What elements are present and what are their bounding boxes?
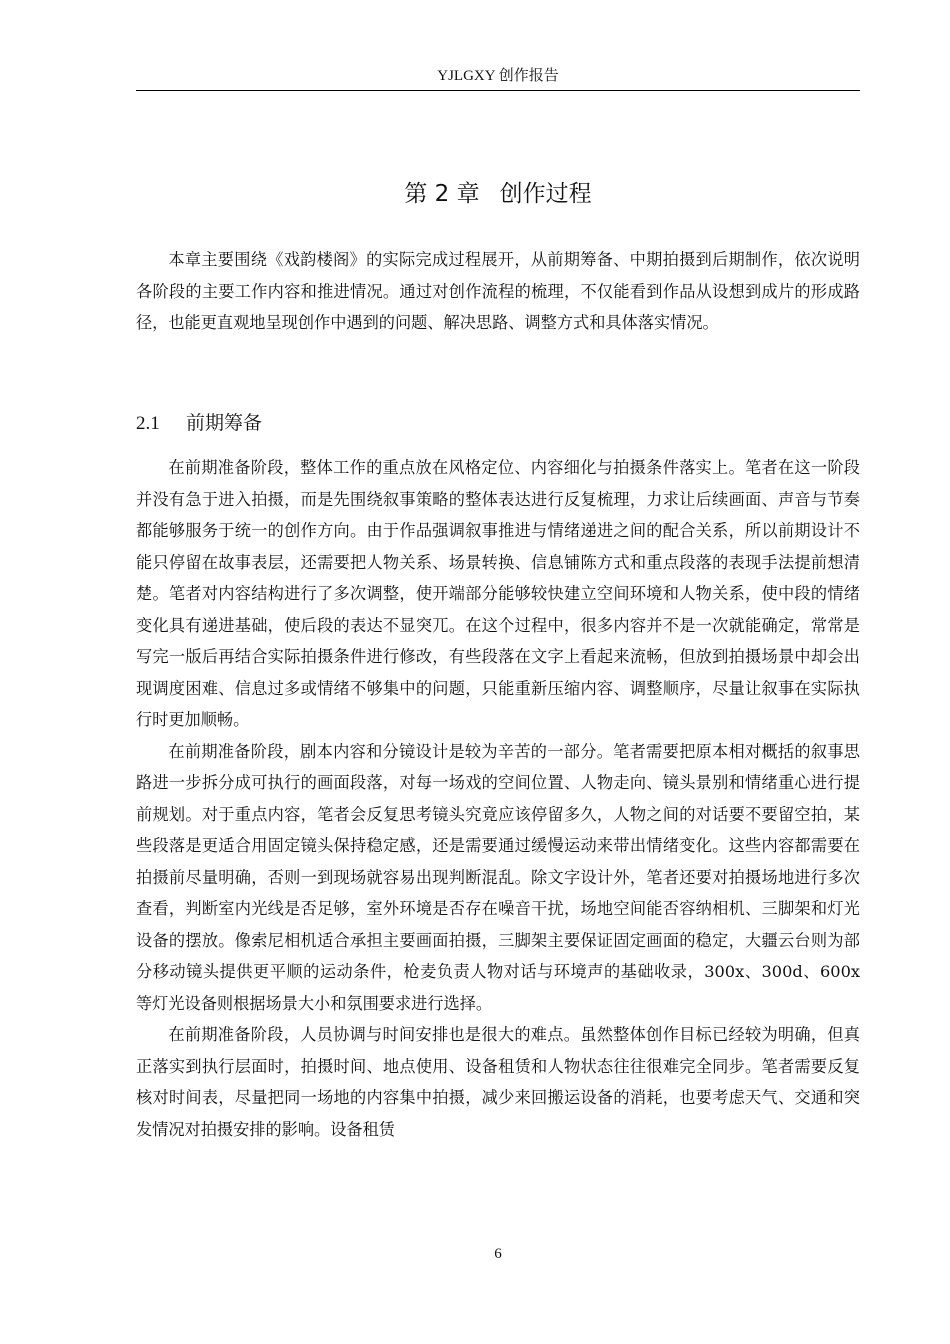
- page-number: 6: [494, 1246, 502, 1262]
- running-header: YJLGXY 创作报告: [437, 68, 559, 84]
- body-paragraph: 在前期准备阶段，剧本内容和分镜设计是较为辛苦的一部分。笔者需要把原本相对概括的叙事思路进一步拆分成可执行的画面段落，对每一场戏的空间位置、人物走向、镜头景别和情绪重心进行提前规划。对于重点内容，笔者会反复思考镜头究竟应该停留多久，人物之间的对话要不要留空拍，某些段落是更适合用固定镜头保持稳定感，还是需要通过缓慢运动来带出情绪变化。这些内容都需要在拍摄前尽量明确，否则一到现场就容易出现判断混乱。除文字设计外，笔者还要对拍摄场地进行多次查看，判断室内光线是否足够，室外环境是否存在噪音干扰，场地空间能否容纳相机、三脚架和灯光设备的摆放。像索尼相机适合承担主要画面拍摄，三脚架主要保证固定画面的稳定，大疆云台则为部分移动镜头提供更平顺的运动条件，枪麦负责人物对话与环境声的基础收录，300x、300d、600x 等灯光设备则根据场景大小和氛围要求进行选择。: [136, 741, 860, 1013]
- section-heading: [136, 408, 860, 439]
- chapter-title: [136, 178, 860, 210]
- chapter-label: 第 2 章: [404, 181, 480, 207]
- header-rule: [136, 90, 860, 91]
- section-body: [136, 452, 860, 1145]
- chapter-name: 创作过程: [499, 181, 592, 207]
- chapter-intro: [136, 244, 860, 339]
- section-title: 前期筹备: [186, 412, 263, 434]
- body-paragraph: 在前期准备阶段，人员协调与时间安排也是很大的难点。虽然整体创作目标已经较为明确，但真正落实到执行层面时，拍摄时间、地点使用、设备租赁和人物状态往往很难完全同步。笔者需要反复核对时间表，尽量把同一场地的内容集中拍摄，减少来回搬运设备的消耗，也要考虑天气、交通和突发情况对拍摄安排的影响。设备租赁: [136, 1025, 860, 1139]
- body-paragraph: 在前期准备阶段，整体工作的重点放在风格定位、内容细化与拍摄条件落实上。笔者在这一阶段并没有急于进入拍摄，而是先围绕叙事策略的整体表达进行反复梳理，力求让后续画面、声音与节奏都能够服务于统一的创作方向。由于作品强调叙事推进与情绪递进之间的配合关系，所以前期设计不能只停留在故事表层，还需要把人物关系、场景转换、信息铺陈方式和重点段落的表现手法提前想清楚。笔者对内容结构进行了多次调整，使开端部分能够较快建立空间环境和人物关系，使中段的情绪变化具有递进基础，使后段的表达不显突兀。在这个过程中，很多内容并不是一次就能确定，常常是写完一版后再结合实际拍摄条件进行修改，有些段落在文字上看起来流畅，但放到拍摄场景中却会出现调度困难、信息过多或情绪不够集中的问题，只能重新压缩内容、调整顺序，尽量让叙事在实际执行时更加顺畅。: [136, 458, 860, 729]
- intro-paragraph: 本章主要围绕《戏韵楼阁》的实际完成过程展开，从前期筹备、中期拍摄到后期制作，依次说明各阶段的主要工作内容和推进情况。通过对创作流程的梳理，不仅能看到作品从设想到成片的形成路径，也能更直观地呈现创作中遇到的问题、解决思路、调整方式和具体落实情况。: [136, 250, 860, 332]
- section-number: 2.1: [136, 413, 160, 434]
